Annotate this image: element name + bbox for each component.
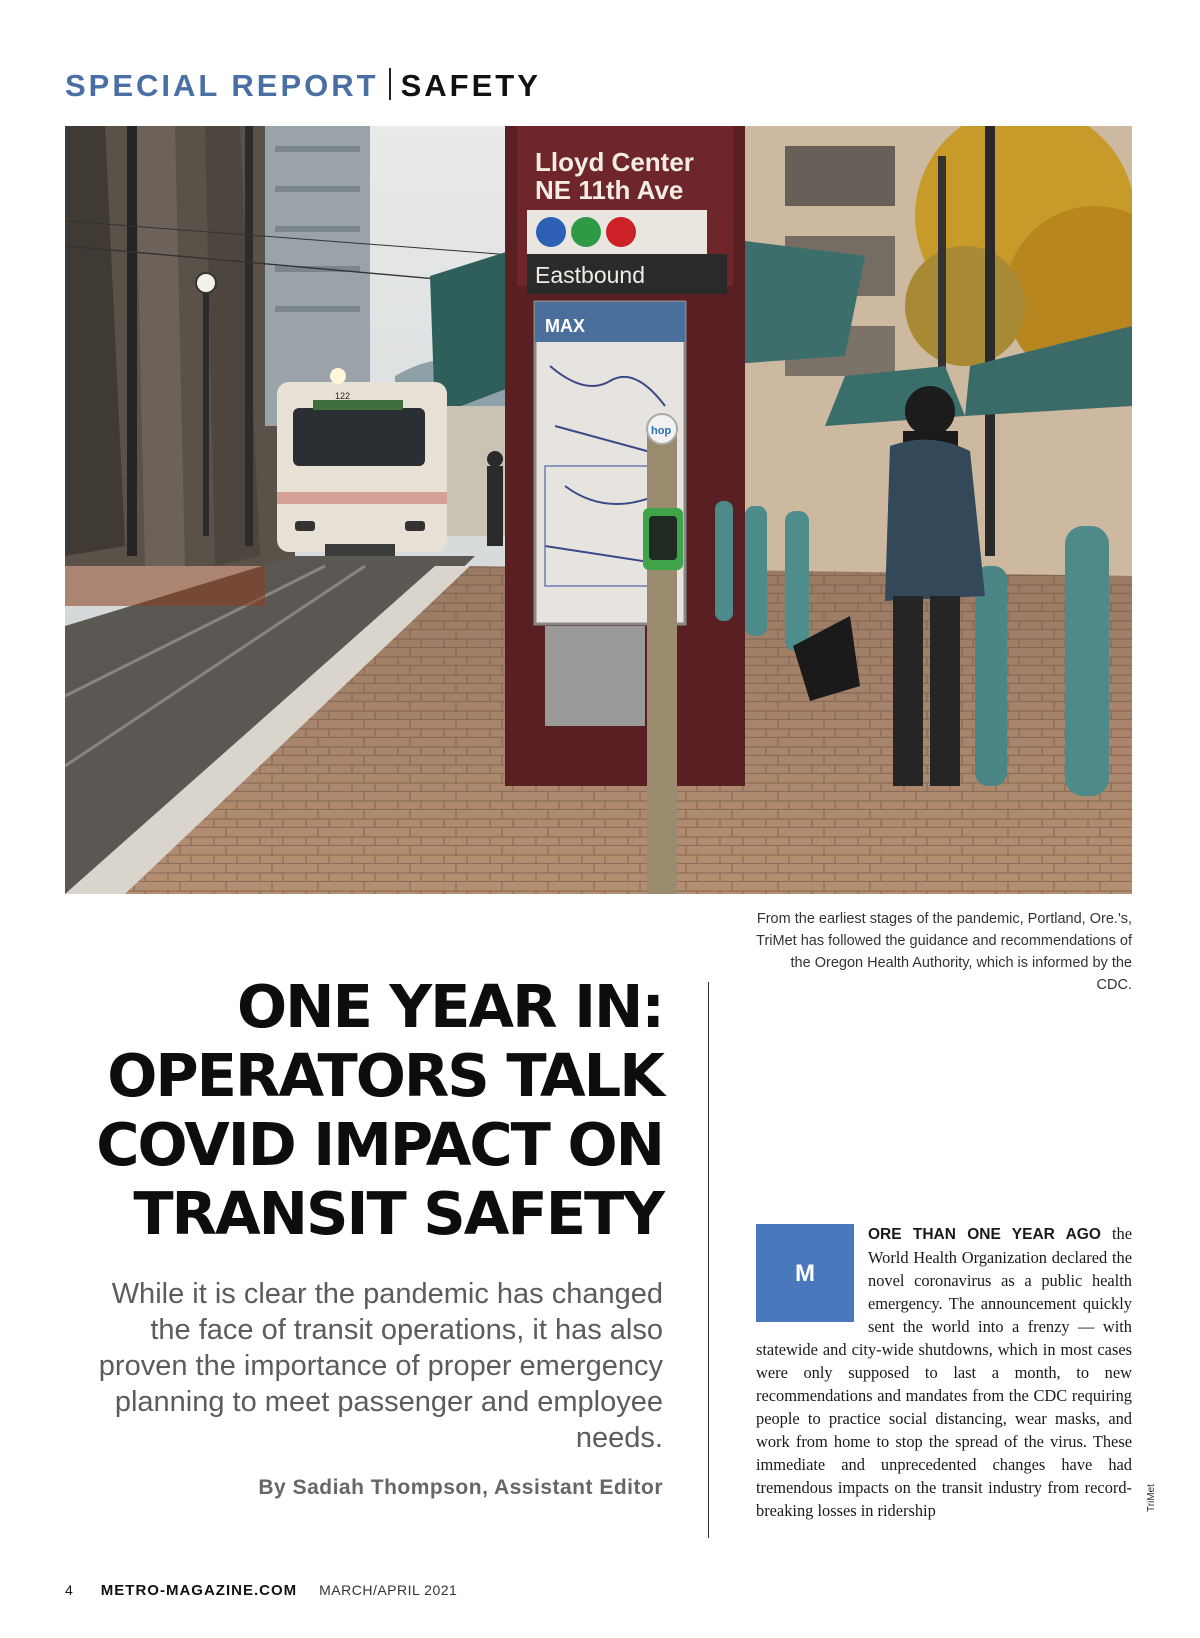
validator-logo: hop <box>651 425 672 437</box>
article-dek: While it is clear the pandemic has changed the face of transit operations, it has also proven the importance of proper emergency planning to meet passenger and employee needs. <box>98 1278 663 1454</box>
train-number: 122 <box>335 391 351 401</box>
article-headline <box>65 972 663 1248</box>
lead-in: ORE THAN ONE YEAR AGO <box>868 1226 1101 1243</box>
byline: By Sadiah Thompson, Assistant Editor <box>258 1476 663 1499</box>
photo-credit: TriMet <box>1146 1484 1157 1512</box>
issue-date: MARCH/APRIL 2021 <box>319 1582 458 1598</box>
page-footer <box>65 1582 457 1599</box>
body-text: the World Health Organization declared the novel coronavirus as a public health emergency. The announcement quickly sent the world into a frenzy — with statewide and city-wide shutdowns, which in most cases were only supposed to last a month, to new recommendations and mandates from the CDC requiring people to practice social distancing, wear masks, and work from home to stop the spread of the virus. These immediate and unprecedented changes have had tremendous impacts on the transit industry from record-breaking losses in ridership <box>756 1224 1133 1520</box>
page-number: 4 <box>65 1582 73 1598</box>
section-label: SPECIAL REPORT <box>65 68 379 103</box>
sign-line2: NE 11th Ave <box>535 175 684 205</box>
article-body <box>756 1222 1132 1522</box>
headline-line: COVID IMPACT ON <box>96 1110 663 1179</box>
kicker-divider <box>389 68 391 100</box>
map-logo: MAX <box>545 316 585 336</box>
photo-caption: From the earliest stages of the pandemic, Portland, Ore.'s, TriMet has followed the guidance and recommendations of the Oregon Health Authority, which is informed by the CDC. <box>756 911 1132 993</box>
headline-line: ONE YEAR IN: <box>237 972 663 1041</box>
headline-line: OPERATORS TALK <box>107 1041 663 1110</box>
sign-line1: Lloyd Center <box>535 147 694 177</box>
topic-label: SAFETY <box>400 68 541 103</box>
hero-photo <box>65 126 1132 894</box>
drop-cap: M <box>756 1224 854 1322</box>
site-link[interactable]: METRO-MAGAZINE.COM <box>100 1582 298 1599</box>
sign-direction: Eastbound <box>535 262 645 288</box>
column-divider <box>708 982 709 1538</box>
section-kicker <box>65 68 541 104</box>
headline-line: TRANSIT SAFETY <box>133 1179 663 1248</box>
